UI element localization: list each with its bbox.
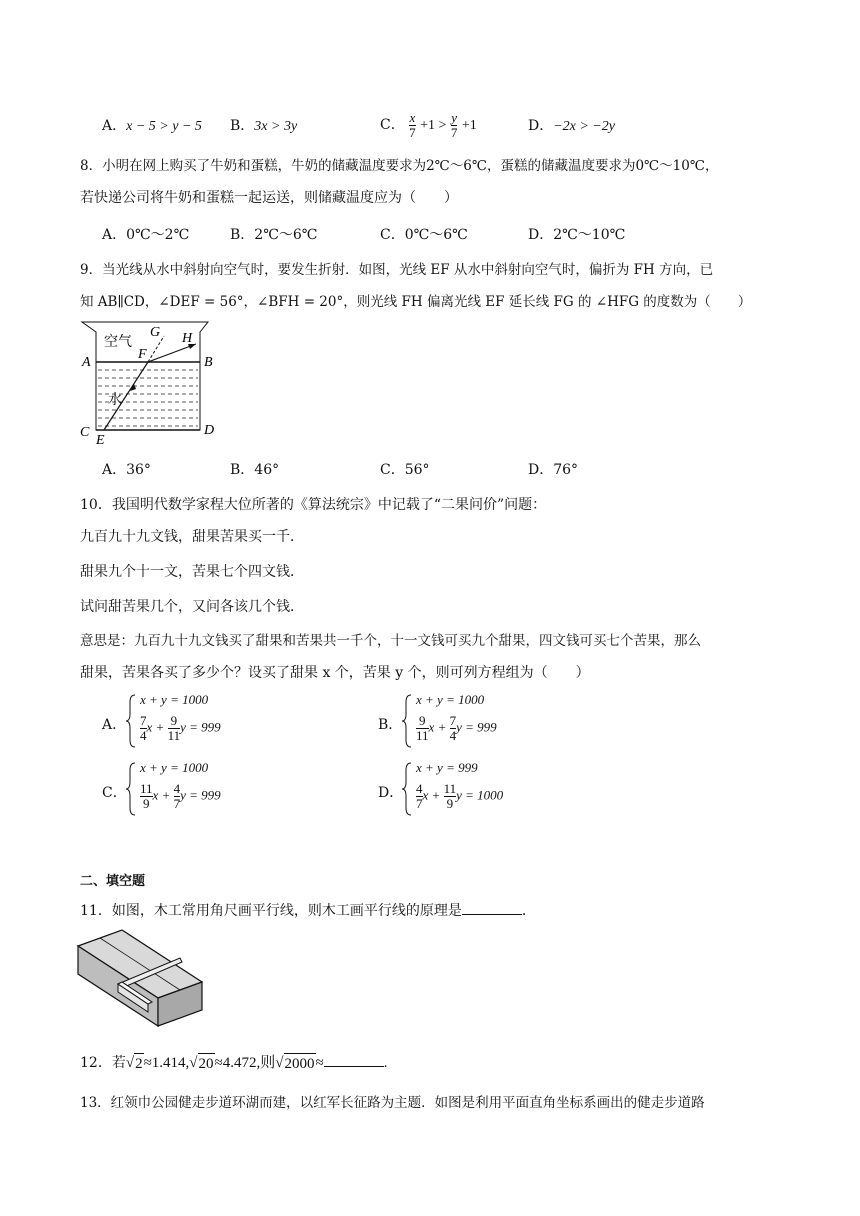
- q13-line-1: 13．红领巾公园健走步道环湖而建，以红军长征路为主题．如图是利用平面直角坐标系画出的健走步道路: [80, 1095, 705, 1111]
- numerator: 4: [416, 781, 423, 796]
- equation-1: x + y = 1000: [416, 692, 485, 707]
- q8-option-b: B．2℃～6℃: [230, 227, 318, 243]
- q7-option-a: [102, 116, 202, 137]
- water-label: 水: [108, 392, 122, 408]
- q10-option-c: [102, 760, 302, 820]
- denominator: 7: [173, 796, 181, 811]
- denominator: 11: [416, 728, 429, 743]
- denominator: 7: [416, 796, 423, 811]
- label-g: G: [150, 325, 161, 340]
- approx-3: ≈: [315, 1055, 324, 1071]
- sqrt-2: √ 2: [125, 1055, 143, 1072]
- radicand: 2: [134, 1053, 144, 1074]
- equation-2: $\frac{9}{11}$ x + $\frac{7}{4}$ y = 999: [416, 713, 497, 743]
- q9-option-b: B．46°: [230, 462, 280, 478]
- q9-option-a: A．36°: [102, 462, 151, 478]
- label-h: H: [182, 331, 193, 346]
- refraction-figure: [76, 318, 222, 448]
- equation-1: x + y = 1000: [140, 692, 209, 707]
- denominator: 7: [409, 124, 416, 140]
- option-expression: x − 5 > y − 5: [126, 119, 202, 134]
- option-label: B．: [230, 118, 255, 134]
- q7-option-c: [380, 108, 477, 143]
- label-a: A: [82, 355, 91, 370]
- poem-line-2: 甜果九个十一文，苦果七个四文钱．: [80, 564, 304, 580]
- var-x: x: [422, 787, 429, 803]
- equation-2: $\frac{7}{4}$ x + $\frac{9}{11}$ y = 999: [140, 713, 221, 743]
- q10-option-d: [378, 760, 578, 820]
- poem-line-3: 试问甜苦果几个，又问各该几个钱．: [80, 599, 304, 615]
- q8-line-2: 若快递公司将牛奶和蛋糕一起运送，则储藏温度应为（ ）: [80, 190, 458, 206]
- rhs: y = 999: [456, 719, 497, 735]
- brace-icon: [402, 762, 412, 816]
- brace-icon: [126, 762, 136, 816]
- fraction: [416, 714, 429, 743]
- option-expression: +1: [461, 118, 477, 133]
- option-label: A．: [102, 717, 127, 733]
- q11-text-before: 11．如图，木工常用角尺画平行线，则木工画平行线的原理是: [80, 903, 462, 919]
- fraction: [409, 111, 416, 140]
- q9-line-2: 知 AB∥CD，∠DEF = 56°，∠BFH = 20°，则光线 FH 偏离光线 EF 延长线 FG 的 ∠HFG 的度数为（ ）: [80, 294, 752, 310]
- fraction: [444, 782, 457, 811]
- label-c: C: [80, 425, 90, 440]
- fraction: [168, 714, 181, 743]
- denominator: 7: [450, 124, 458, 140]
- equation-1: x + y = 1000: [140, 760, 209, 775]
- q10-meaning-1: 意思是：九百九十九文钱买了甜果和苦果共一千个，十一文钱可买九个甜果，四文钱可买七个苦果，那么: [80, 633, 701, 649]
- q9-option-c: C．56°: [380, 462, 430, 478]
- q8-option-a: A．0℃～2℃: [102, 227, 190, 243]
- q10-meaning-2: 甜果，苦果各买了多少个？设买了甜果 x 个，苦果 y 个，则可列方程组为（ ）: [80, 665, 590, 681]
- var-x: x: [146, 719, 153, 735]
- q7-option-b: [230, 116, 297, 137]
- equation-1: x + y = 999: [416, 760, 478, 775]
- label-b: B: [204, 355, 213, 370]
- option-label: A．: [102, 118, 127, 134]
- numerator: 7: [140, 713, 147, 728]
- poem-line-1: 九百九十九文钱，甜果苦果买一千．: [80, 529, 304, 545]
- option-expression: +1 >: [420, 118, 447, 133]
- label-d: D: [204, 423, 215, 438]
- fraction: [140, 782, 153, 811]
- brace-icon: [126, 694, 136, 748]
- q10-option-a: [102, 692, 302, 752]
- q7-option-d: [528, 116, 615, 137]
- numerator: 7: [449, 713, 457, 728]
- q11-text-after: ．: [521, 903, 536, 919]
- numerator: x: [409, 109, 416, 125]
- ray-fh: [148, 344, 196, 362]
- option-label: B．: [378, 717, 403, 733]
- q12-prefix: 12．若: [80, 1055, 126, 1071]
- option-label: D．: [378, 785, 404, 801]
- denominator: 4: [449, 728, 457, 743]
- sqrt-2000: √ 2000: [275, 1055, 315, 1072]
- numerator: 11: [140, 781, 153, 796]
- air-label: 空气: [104, 334, 132, 350]
- q9-line-1: 9．当光线从水中斜射向空气时，要发生折射．如图，光线 EF 从水中斜射向空气时，偏折为 FH 方向，已: [80, 262, 714, 278]
- option-label: D．: [528, 118, 554, 134]
- var-x: x: [428, 719, 435, 735]
- q12-text: [80, 1052, 387, 1074]
- q11-text: [80, 900, 536, 921]
- q8-option-c: C．0℃～6℃: [380, 227, 468, 243]
- fraction: [451, 111, 458, 140]
- denominator: 9: [143, 796, 150, 811]
- radicand: 20: [198, 1053, 215, 1074]
- var-x: x: [152, 787, 159, 803]
- answer-blank[interactable]: [462, 900, 522, 915]
- denominator: 4: [140, 728, 147, 743]
- section-title: 二、填空题: [80, 874, 146, 889]
- q8-option-d: D．2℃～10℃: [528, 227, 626, 243]
- numerator: 9: [170, 713, 178, 728]
- radicand: 2000: [284, 1053, 316, 1074]
- rhs: y = 999: [180, 787, 221, 803]
- option-expression: 3x > 3y: [254, 119, 298, 134]
- answer-blank[interactable]: [324, 1052, 384, 1067]
- rhs: y = 999: [180, 719, 221, 735]
- option-label: C．: [380, 117, 405, 133]
- option-expression: −2x > −2y: [553, 119, 616, 134]
- brace-icon: [402, 694, 412, 748]
- numerator: 4: [173, 781, 181, 796]
- q9-option-d: D．76°: [528, 462, 579, 478]
- approx-2: ≈4.472,则: [214, 1055, 276, 1071]
- equation-2: $\frac{11}{9}$ x + $\frac{4}{7}$ y = 999: [140, 781, 221, 811]
- q10-option-b: [378, 692, 578, 752]
- equation-2: $\frac{4}{7}$ x + $\frac{11}{9}$ y = 1000: [416, 781, 504, 811]
- carpenter-square-figure: [76, 926, 212, 1028]
- numerator: 11: [443, 781, 457, 796]
- option-label: C．: [102, 785, 127, 801]
- denominator: 9: [446, 796, 454, 811]
- approx-1: ≈1.414,: [143, 1055, 190, 1071]
- numerator: 9: [419, 713, 426, 728]
- denominator: 11: [167, 728, 181, 743]
- rhs: y = 1000: [456, 787, 504, 803]
- sqrt-20: √ 20: [189, 1055, 214, 1072]
- numerator: y: [451, 109, 458, 125]
- label-f: F: [138, 347, 147, 362]
- q12-end: .: [383, 1055, 388, 1071]
- q10-line-1: 10．我国明代数学家程大位所著的《算法统宗》中记载了“二果问价”问题：: [80, 497, 547, 513]
- label-e: E: [96, 433, 105, 448]
- q8-line-1: 8．小明在网上购买了牛奶和蛋糕，牛奶的储藏温度要求为2℃～6℃，蛋糕的储藏温度要求为0℃～10℃，: [80, 158, 719, 174]
